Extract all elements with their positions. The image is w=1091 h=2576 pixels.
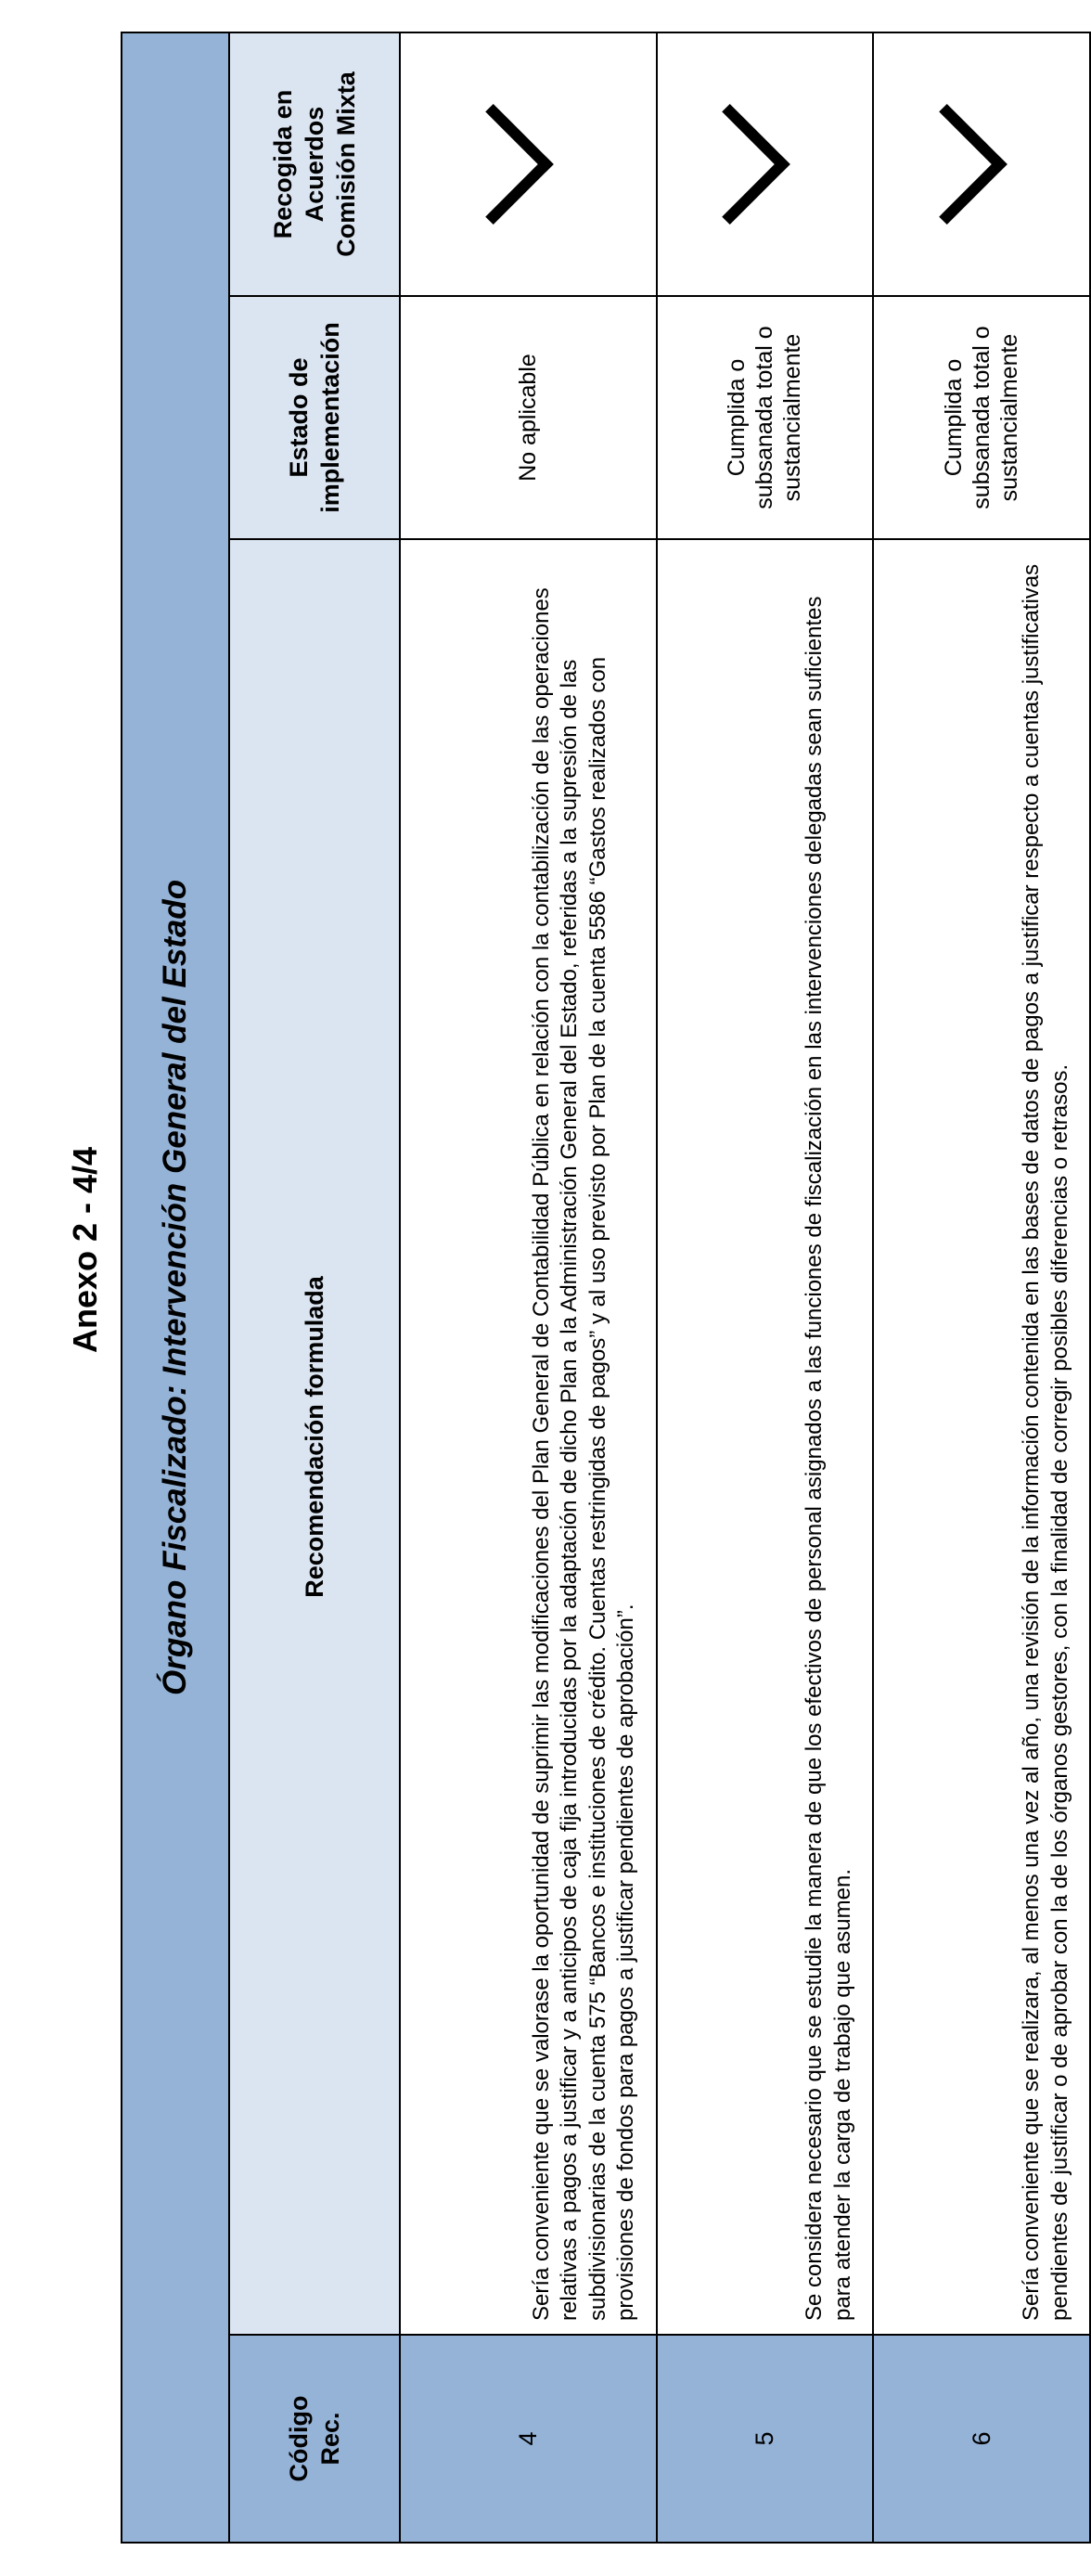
row-status xyxy=(657,296,874,539)
status-header xyxy=(229,296,400,539)
table-rotator xyxy=(121,33,1091,2544)
code-header-line2: Rec. xyxy=(315,2412,344,2466)
row-status-line2: subsanada total o xyxy=(751,326,778,509)
row-status-line3: sustancialmente xyxy=(996,333,1023,502)
status-header-line1: Estado de xyxy=(284,357,313,478)
check-mark-icon xyxy=(670,104,790,225)
row-status xyxy=(873,296,1090,539)
row-recommendation: Sería conveniente que se realizara, al menos una vez al año, una revisión de la información contenida en las bases de datos de pagos a justificar respecto a cuentas justificativas pendientes de justificar o de aprobar con la de los órganos gestores, con la finalidad de corregir posibles diferencias o retrasos. xyxy=(873,539,1090,2335)
agreement-header-line2: Acuerdos xyxy=(300,106,328,223)
row-status xyxy=(400,296,657,539)
status-header-line2: implementación xyxy=(315,322,344,513)
row-code: 5 xyxy=(657,2335,874,2543)
agreement-header xyxy=(229,32,400,296)
row-agreement xyxy=(657,32,874,296)
table-row xyxy=(873,32,1090,2543)
row-agreement xyxy=(873,32,1090,296)
code-header xyxy=(229,2335,400,2543)
recommendation-header: Recomendación formulada xyxy=(229,539,400,2335)
row-status-line3: sustancialmente xyxy=(779,333,806,502)
table-row xyxy=(400,32,657,2543)
agreement-header-line3: Comisión Mixta xyxy=(331,71,360,257)
row-agreement xyxy=(400,32,657,296)
row-status-line1: Cumplida o xyxy=(941,358,968,477)
agreement-header-line1: Recogida en xyxy=(268,89,297,239)
check-mark-icon xyxy=(887,104,1008,225)
row-code: 4 xyxy=(400,2335,657,2543)
row-status-line2: subsanada total o xyxy=(969,326,995,509)
recommendations-table xyxy=(121,32,1091,2544)
organ-header: Órgano Fiscalizado: Intervención General del Estado xyxy=(122,32,229,2543)
row-status-line1: Cumplida o xyxy=(724,358,751,477)
rotated-table-frame xyxy=(121,33,1091,2544)
table-row xyxy=(657,32,874,2543)
row-code: 6 xyxy=(873,2335,1090,2543)
row-recommendation: Se considera necesario que se estudie la manera de que los efectivos de personal asignados a las funciones de fiscalización en las intervenciones delegadas sean suficientes para atender la carga de trabajo que asumen. xyxy=(657,539,874,2335)
check-mark-icon xyxy=(433,104,554,225)
row-recommendation: Sería conveniente que se valorase la oportunidad de suprimir las modificaciones del Plan General de Contabilidad Pública en relación con la contabilización de las operaciones relativas a pagos a justificar y a anticipos de caja fija introducidas por la adaptación de dicho Plan a la Administración General del Estado, referidas a la supresión de las subdivisionarias de la cuenta 575 “Bancos e instituciones de crédito. Cuentas restringidas de pagos” y al uso previsto por Plan de la cuenta 5586 “Gastos realizados con provisiones de fondos para pagos a justificar pendientes de aprobación”. xyxy=(400,539,657,2335)
annex-title: Anexo 2 - 4/4 xyxy=(66,1146,104,1353)
code-header-line1: Código xyxy=(284,2395,313,2482)
row-status-line1: No aplicable xyxy=(515,354,542,482)
